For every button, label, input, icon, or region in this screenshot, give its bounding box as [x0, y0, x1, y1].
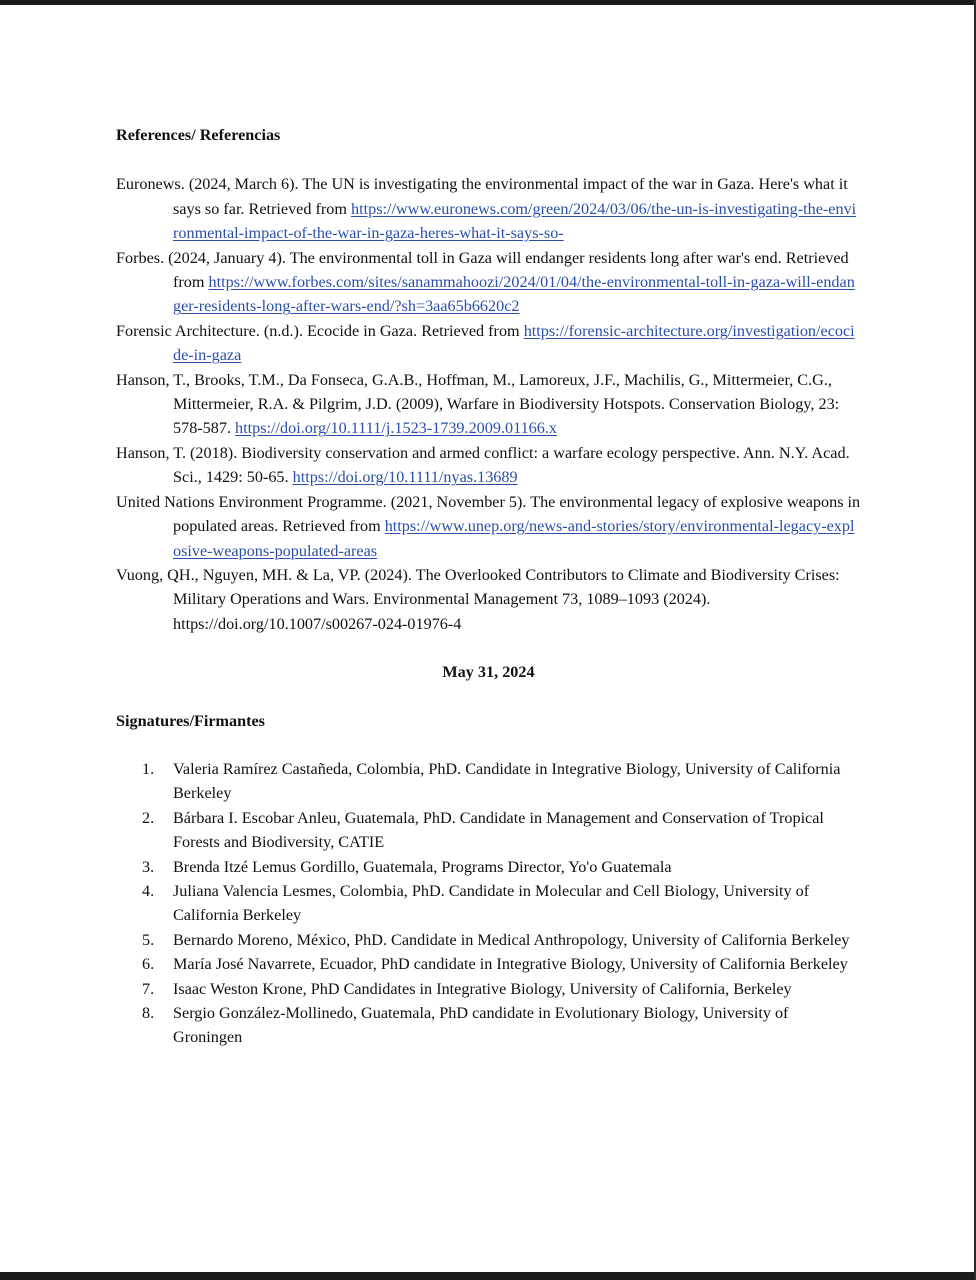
signature-item: [142, 1001, 861, 1050]
signature-number: 6.: [142, 955, 155, 974]
signature-number: 8.: [142, 1004, 155, 1022]
signature-text: Bernardo Moreno, México, PhD. Candidate in Medical Anthropology, University of California Berkeley: [173, 930, 850, 949]
signature-item: [142, 928, 861, 952]
signature-number: 3.: [142, 857, 155, 876]
reference-entry: [116, 368, 861, 441]
signature-number: 4.: [142, 881, 155, 900]
reference-link[interactable]: https://www.forbes.com/sites/sanammahoozi/2024/01/04/the-environmental-toll-in-gaza-will-endanger-residents-long-after-wars-end/?sh=3aa65b6620c2: [173, 273, 855, 316]
reference-entry: [116, 172, 861, 245]
document-date: May 31, 2024: [442, 663, 535, 682]
reference-entry: [116, 563, 861, 636]
document-page: [0, 5, 974, 1272]
signature-text: Valeria Ramírez Castañeda, Colombia, PhD. Candidate in Integrative Biology, University of California Berkeley: [173, 759, 841, 803]
signature-text: María José Navarrete, Ecuador, PhD candidate in Integrative Biology, University of California Berkeley: [173, 955, 848, 974]
signatures-list: [116, 757, 861, 1050]
reference-link[interactable]: https://doi.org/10.1111/nyas.13689: [292, 468, 518, 487]
reference-text: Hanson, T., Brooks, T.M., Da Fonseca, G.A.B., Hoffman, M., Lamoreux, J.F., Machilis, G., Mittermeier, C.G., Mittermeier, R.A. & Pilgrim, J.D. (2009), Warfare in Biodiversity Hotspots. Conservation Biology, 23: 578-587.: [116, 370, 840, 438]
signature-number: 2.: [142, 808, 155, 827]
signature-number: 7.: [142, 979, 155, 998]
signature-number: 1.: [142, 759, 155, 778]
signature-text: Brenda Itzé Lemus Gordillo, Guatemala, Programs Director, Yo'o Guatemala: [173, 857, 672, 876]
reference-link[interactable]: https://www.unep.org/news-and-stories/story/environmental-legacy-explosive-weapons-populated-areas: [173, 517, 855, 560]
reference-entry: [116, 319, 861, 368]
signature-text: Isaac Weston Krone, PhD Candidates in Integrative Biology, University of California, Berkeley: [173, 979, 792, 998]
reference-text: United Nations Environment Programme. (2021, November 5). The environmental legacy of explosive weapons in populated areas. Retrieved from: [116, 492, 861, 536]
signature-number: 5.: [142, 930, 155, 949]
signature-item: [142, 977, 861, 1001]
reference-entry: [116, 490, 861, 563]
signature-item: [142, 952, 861, 976]
reference-link[interactable]: https://doi.org/10.1111/j.1523-1739.2009.01166.x: [235, 419, 558, 438]
reference-text: Hanson, T. (2018). Biodiversity conservation and armed conflict: a warfare ecology perspective. Ann. N.Y. Acad. Sci., 1429: 50-65.: [116, 443, 850, 487]
reference-link[interactable]: https://www.euronews.com/green/2024/03/06/the-un-is-investigating-the-environmental-impact-of-the-war-in-gaza-heres-what-it-says-so-: [173, 199, 857, 243]
signature-text: Sergio González-Mollinedo, Guatemala, PhD candidate in Evolutionary Biology, University of Groningen: [173, 1004, 789, 1047]
reference-text: Forensic Architecture. (n.d.). Ecocide in Gaza. Retrieved from: [116, 321, 524, 340]
reference-entry: [116, 246, 861, 319]
reference-entry: [116, 441, 861, 490]
signature-text: Juliana Valencia Lesmes, Colombia, PhD. Candidate in Molecular and Cell Biology, University of California Berkeley: [173, 881, 810, 925]
signature-item: [142, 855, 861, 879]
document-body: [116, 123, 861, 1050]
signature-text: Bárbara I. Escobar Anleu, Guatemala, PhD. Candidate in Management and Conservation of Tropical Forests and Biodiversity, CATIE: [173, 808, 824, 852]
reference-text: Euronews. (2024, March 6). The UN is investigating the environmental impact of the war in Gaza. Here's what it says so far. Retrieved from: [116, 175, 848, 218]
signatures-heading: Signatures/Firmantes: [116, 711, 265, 730]
reference-link[interactable]: https://forensic-architecture.org/investigation/ecocide-in-gaza: [173, 321, 855, 365]
signature-item: [142, 879, 861, 928]
reference-text: Vuong, QH., Nguyen, MH. & La, VP. (2024). The Overlooked Contributors to Climate and Biodiversity Crises: Military Operations and Wars. Environmental Management 73, 1089–1093 (2024). https://doi.org/10.1007/s00267-024-01976-4: [116, 565, 840, 633]
references-list: [116, 172, 861, 636]
signature-item: [142, 757, 861, 806]
reference-text: Forbes. (2024, January 4). The environmental toll in Gaza will endanger residents long after war's end. Retrieved from: [116, 248, 849, 292]
signature-item: [142, 806, 861, 855]
references-heading: References/ Referencias: [116, 126, 281, 144]
